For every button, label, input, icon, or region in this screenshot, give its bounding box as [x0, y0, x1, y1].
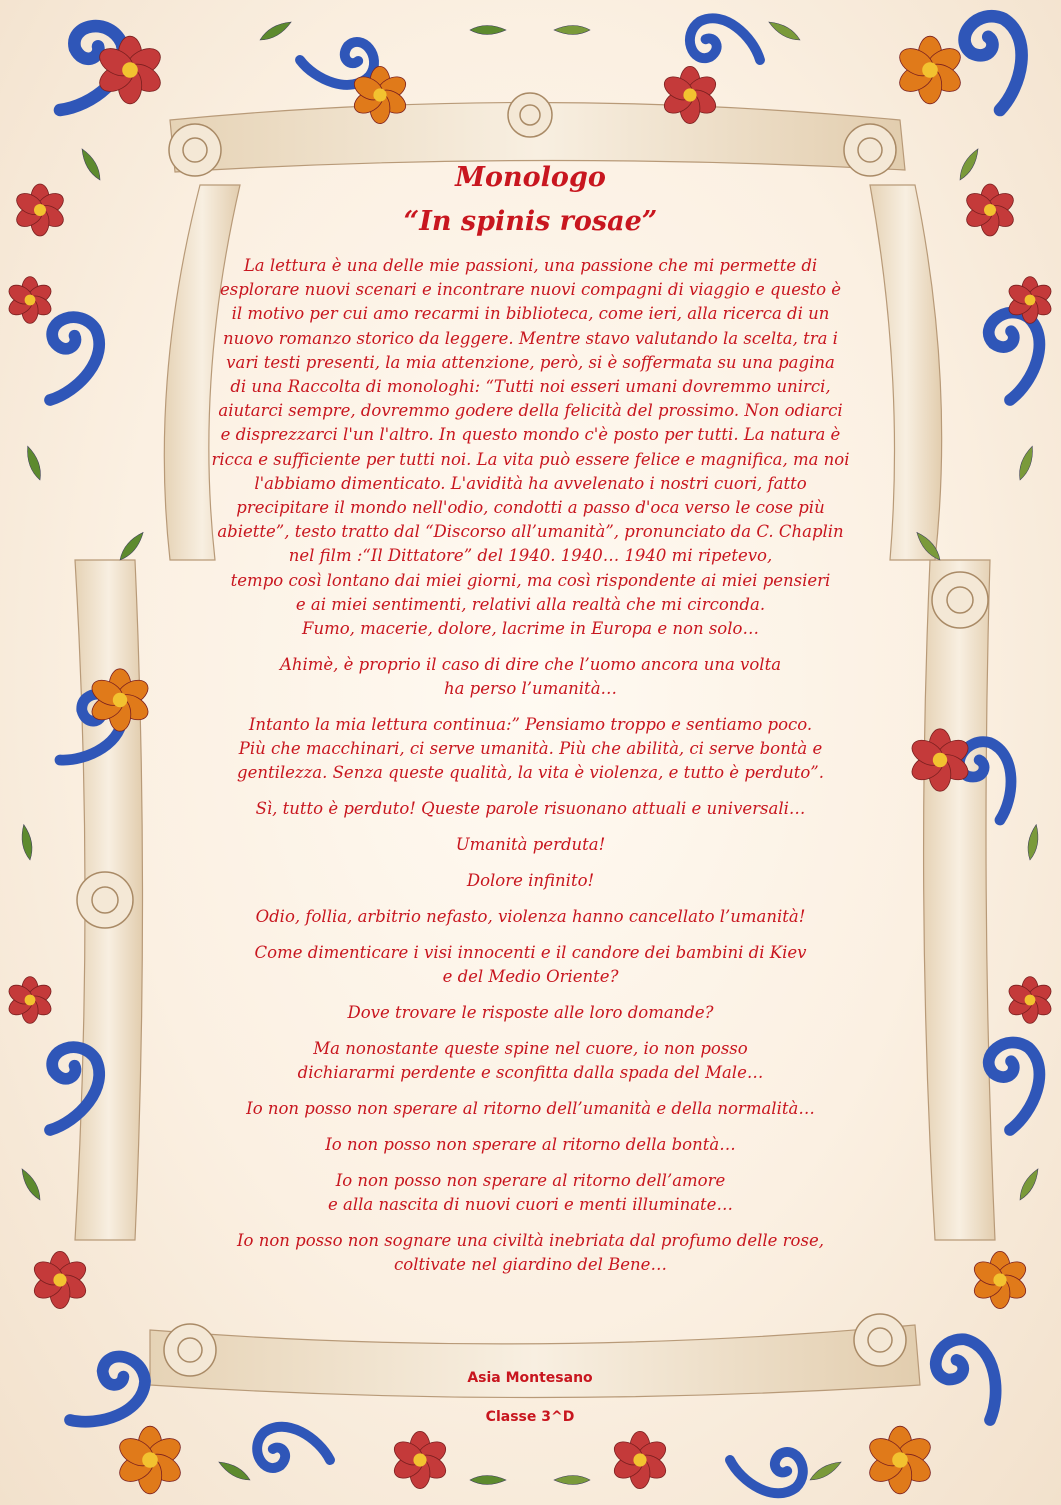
- flower-ornament: [610, 1431, 669, 1488]
- intro-line: e ai miei sentimenti, relativi alla realtà che mi circonda.: [295, 594, 766, 614]
- intro-line: Fumo, macerie, dolore, lacrime in Europa e non solo…: [302, 619, 759, 639]
- verse-line: Ahimè, è proprio il caso di dire che l’uomo ancora una volta: [279, 655, 782, 675]
- intro-line: nuovo romanzo storico da leggere. Mentre stavo valutando la scelta, tra i: [223, 328, 838, 348]
- verse-block: [150, 653, 911, 701]
- intro-line: nel film :“Il Dittatore” del 1940. 1940… 1940 mi ripetevo,: [288, 546, 773, 566]
- blue-swirl-ornament: [257, 1427, 330, 1468]
- leaf-ornament: [23, 445, 44, 482]
- verse-block: [150, 1169, 911, 1217]
- author-name: Asia Montesano: [467, 1370, 593, 1386]
- leaf-ornament: [1026, 824, 1041, 861]
- verse-line: Odio, follia, arbitrio nefasto, violenza hanno cancellato l’umanità!: [255, 907, 806, 927]
- page-title: Monologo: [455, 162, 606, 193]
- verse-line: Ma nonostante queste spine nel cuore, io non posso: [313, 1039, 748, 1059]
- verse-line: Dolore infinito!: [466, 871, 595, 891]
- verse-line: Intanto la mia lettura continua:” Pensiamo troppo e sentiamo poco.: [248, 715, 813, 735]
- intro-line: abiette”, testo tratto dal “Discorso all’umanità”, pronunciato da C. Chaplin: [217, 522, 844, 542]
- intro-line: vari testi presenti, la mia attenzione, però, si è soffermata su una pagina: [226, 352, 835, 372]
- flower-ornament: [13, 184, 67, 236]
- intro-line: l'abbiamo dimenticato. L'avidità ha avvelenato i nostri cuori, fatto: [254, 473, 807, 493]
- verse-line: e del Medio Oriente?: [442, 967, 619, 987]
- verse-line: dichiararmi perdente e sconfitta dalla spada del Male…: [297, 1063, 764, 1083]
- leaf-ornament: [554, 1476, 590, 1485]
- intro-paragraph: [150, 254, 911, 641]
- flower-ornament: [30, 1251, 89, 1308]
- leaf-ornament: [767, 18, 803, 44]
- intro-line: esplorare nuovi scenari e incontrare nuovi compagni di viaggio e questo è: [219, 280, 842, 300]
- blue-swirl-ornament: [730, 1452, 803, 1493]
- verse-block: [150, 869, 911, 893]
- blue-swirl-ornament: [687, 15, 766, 68]
- verse-blocks: [150, 653, 911, 1277]
- flower-ornament: [6, 277, 55, 324]
- verse-line: Umanità perduta!: [455, 835, 606, 855]
- intro-line: precipitare il mondo nell'odio, condotti a passo d'oca verso le cose più: [236, 498, 825, 518]
- flower-ornament: [1006, 977, 1055, 1024]
- leaf-ornament: [554, 26, 590, 35]
- page-subtitle: “In spinis rosae”: [403, 206, 658, 237]
- flower-ornament: [865, 1426, 935, 1494]
- intro-line: tempo così lontano dai miei giorni, ma così rispondente ai miei pensieri: [230, 570, 831, 590]
- leaf-ornament: [19, 824, 34, 861]
- verse-block: [150, 1097, 911, 1121]
- blue-swirl-ornament: [986, 308, 1049, 401]
- verse-line: Io non posso non sperare al ritorno dell’amore: [335, 1171, 726, 1191]
- class-label: Classe 3^D: [485, 1409, 575, 1425]
- leaf-ornament: [470, 1476, 506, 1485]
- flower-ornament: [963, 184, 1017, 236]
- flower-ornament: [115, 1426, 185, 1494]
- monologue-text: [150, 160, 911, 1289]
- blue-swirl-ornament: [986, 1038, 1049, 1131]
- leaf-ornament: [217, 1458, 253, 1484]
- verse-block: [150, 905, 911, 929]
- leaf-ornament: [258, 18, 294, 44]
- verse-line: gentilezza. Senza queste qualità, la vita è violenza, e tutto è perduto”.: [237, 763, 824, 783]
- intro-line: aiutarci sempre, dovremmo godere della felicità del prossimo. Non odiarci: [218, 401, 843, 421]
- blue-swirl-ornament: [959, 8, 1040, 113]
- verse-line: Sì, tutto è perduto! Queste parole risuonano attuali e universali…: [255, 799, 806, 819]
- blue-swirl-ornament: [63, 1348, 156, 1445]
- flower-ornament: [895, 36, 965, 104]
- verse-block: [150, 713, 911, 785]
- verse-line: Io non posso non sperare al ritorno dell’umanità e della normalità…: [246, 1099, 815, 1119]
- flower-ornament: [6, 977, 55, 1024]
- blue-swirl-ornament: [927, 1329, 1020, 1426]
- leaf-ornament: [1016, 445, 1037, 482]
- leaf-ornament: [470, 26, 506, 35]
- leaf-ornament: [956, 147, 982, 183]
- verse-block: [150, 1037, 911, 1085]
- verse-line: Io non posso non sognare una civiltà inebriata dal profumo delle rose,: [237, 1231, 824, 1251]
- verse-block: [150, 797, 911, 821]
- leaf-ornament: [808, 1458, 844, 1484]
- intro-line: La lettura è una delle mie passioni, una passione che mi permette di: [243, 256, 818, 275]
- verse-line: Dove trovare le risposte alle loro domande?: [347, 1003, 714, 1023]
- verse-line: Come dimenticare i visi innocenti e il candore dei bambini di Kiev: [254, 943, 807, 963]
- verse-line: coltivate nel giardino del Bene…: [394, 1255, 667, 1275]
- flower-ornament: [390, 1431, 449, 1488]
- verse-line: e alla nascita di nuovi cuori e menti illuminate…: [328, 1195, 733, 1215]
- leaf-ornament: [18, 1167, 44, 1203]
- leaf-ornament: [78, 147, 104, 183]
- intro-line: e disprezzarci l'un l'altro. In questo mondo c'è posto per tutti. La natura è: [220, 425, 841, 445]
- leaf-ornament: [1016, 1167, 1042, 1203]
- verse-line: Più che macchinari, ci serve umanità. Più che abilità, ci serve bontà e: [238, 739, 823, 759]
- verse-line: Io non posso non sperare al ritorno della bontà…: [325, 1135, 736, 1155]
- intro-line: il motivo per cui amo recarmi in biblioteca, come ieri, alla ricerca di un: [231, 304, 830, 324]
- flower-ornament: [970, 1251, 1029, 1308]
- verse-block: [150, 1229, 911, 1277]
- intro-line: di una Raccolta di monologhi: “Tutti noi esseri umani dovremmo unirci,: [230, 377, 831, 397]
- leaf-ornament: [117, 530, 147, 563]
- verse-line: ha perso l’umanità…: [443, 679, 618, 699]
- intro-line: ricca e sufficiente per tutti noi. La vita può essere felice e magnifica, ma noi: [211, 449, 850, 469]
- verse-block: [150, 833, 911, 857]
- verse-block: [150, 941, 911, 989]
- verse-block: [150, 1001, 911, 1025]
- blue-swirl-ornament: [41, 314, 104, 407]
- verse-block: [150, 1133, 911, 1157]
